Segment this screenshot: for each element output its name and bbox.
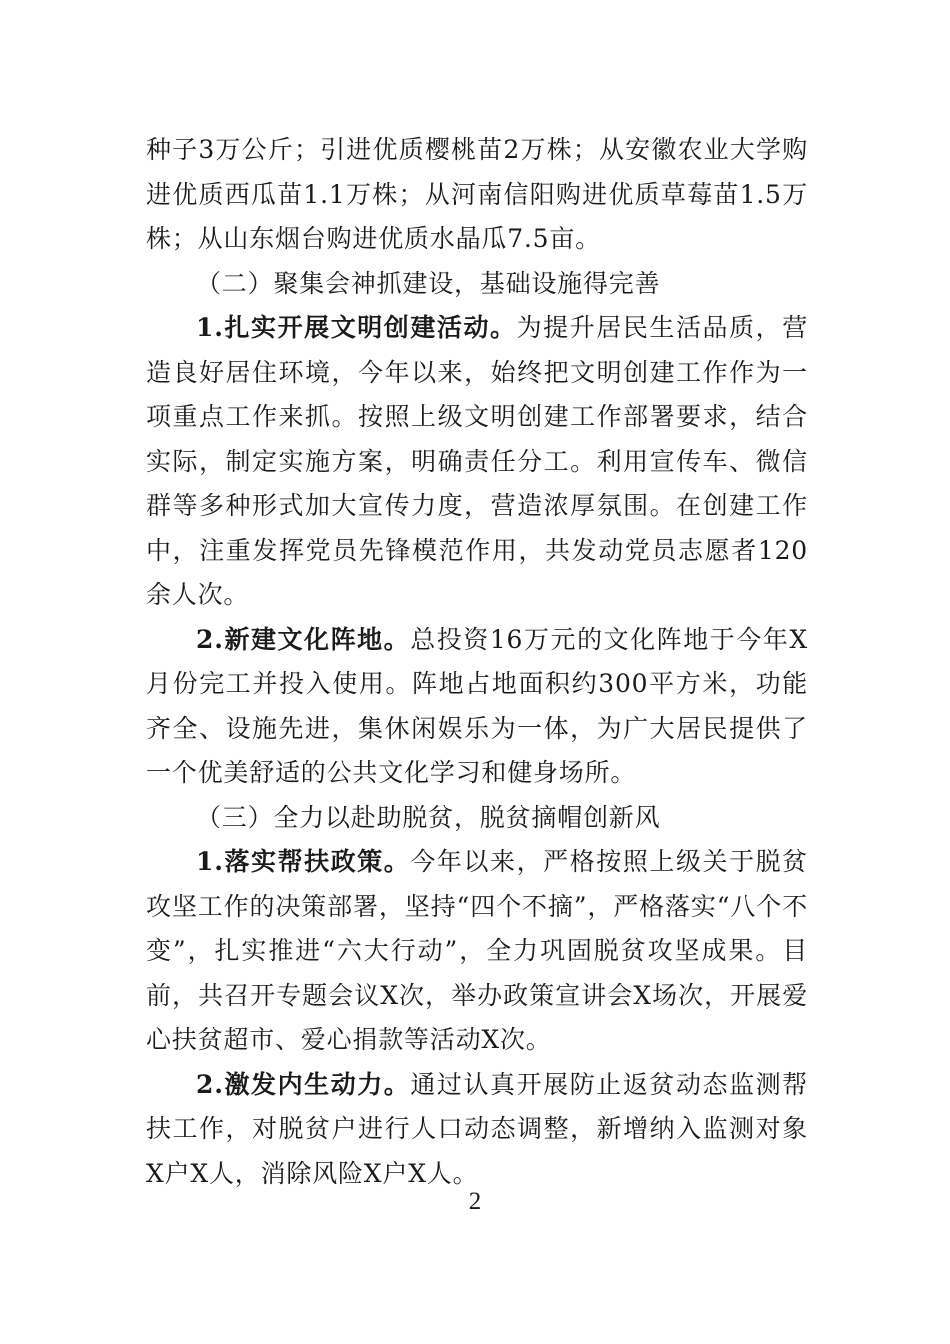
paragraph-culture-base <box>146 618 808 796</box>
section-heading-2 <box>146 262 808 307</box>
paragraph-continuation <box>146 128 808 262</box>
section-heading-3 <box>146 796 808 841</box>
page-number: 2 <box>468 1188 482 1215</box>
section-heading-text: （三）全力以赴助脱贫，脱贫摘帽创新风 <box>196 802 661 832</box>
section-heading-text: （二）聚集会神抓建设，基础设施得完善 <box>196 268 661 298</box>
paragraph-lead: 2.新建文化阵地。 <box>196 624 411 654</box>
paragraph-text: 为提升居民生活品质，营造良好居住环境，今年以来，始终把文明创建工作作为一项重点工作来抓。按照上级文明创建工作部署要求，结合实际，制定实施方案，明确责任分工。利用宣传车、微信群等多种形式加大宣传力度，营造浓厚氛围。在创建工作中，注重发挥党员先锋模范作用，共发动党员志愿者120余人次。 <box>146 313 808 609</box>
document-body <box>146 128 808 1196</box>
paragraph-text: 通过认真开展防止返贫动态监测帮扶工作，对脱贫户进行人口动态调整，新增纳入监测对象X户X人，消除风险X户X人。 <box>146 1069 808 1188</box>
paragraph-text: 种子3万公斤；引进优质樱桃苗2万株；从安徽农业大学购进优质西瓜苗1.1万株；从河南信阳购进优质草莓苗1.5万株；从山东烟台购进优质水晶瓜7.5亩。 <box>146 135 808 253</box>
paragraph-motivation <box>146 1063 808 1197</box>
paragraph-policy <box>146 840 808 1063</box>
paragraph-text: 总投资16万元的文化阵地于今年X月份完工并投入使用。阵地占地面积约300平方米，功能齐全、设施先进，集休闲娱乐为一体，为广大居民提供了一个优美舒适的公共文化学习和健身场所。 <box>146 624 808 787</box>
paragraph-lead: 1.扎实开展文明创建活动。 <box>196 313 517 342</box>
paragraph-text: 今年以来，严格按照上级关于脱贫攻坚工作的决策部署，坚持“四个不摘”，严格落实“八个不变”，扎实推进“六大行动”，全力巩固脱贫攻坚成果。目前，共召开专题会议X次，举办政策宣讲会X场次，开展爱心扶贫超市、爱心捐款等活动X次。 <box>146 847 808 1054</box>
paragraph-lead: 2.激发内生动力。 <box>196 1069 411 1099</box>
paragraph-civilization <box>146 306 808 618</box>
paragraph-lead: 1.落实帮扶政策。 <box>196 847 411 876</box>
